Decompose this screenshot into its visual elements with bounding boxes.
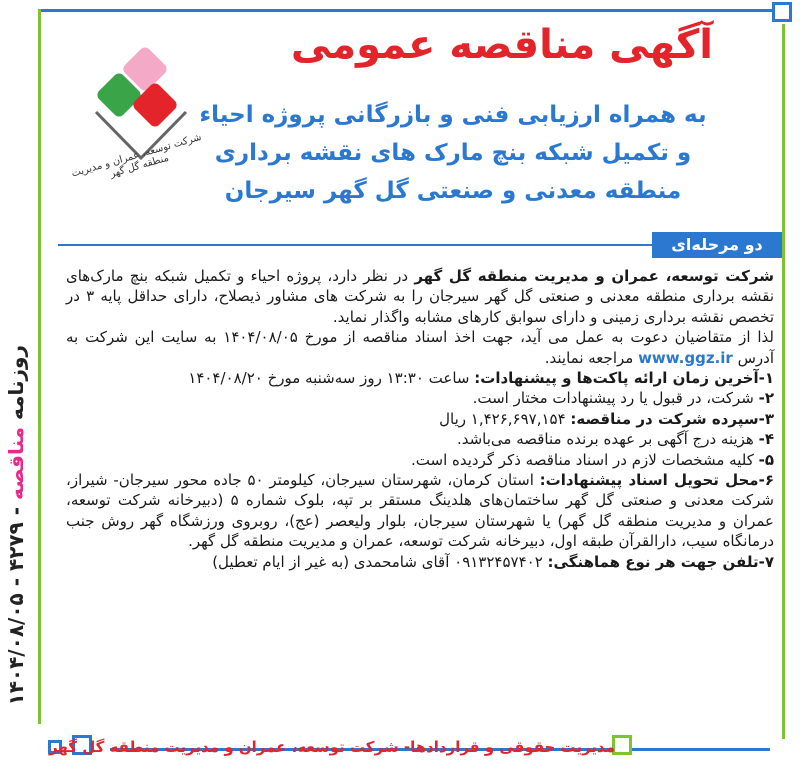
- website-link[interactable]: www.ggz.ir: [638, 348, 733, 367]
- item-text: هزینه درج آگهی بر عهده برنده مناقصه می‌باشد.: [456, 430, 759, 449]
- subtitle: [173, 96, 733, 210]
- footer-signature: مدیریت حقوقی و قراردادها- شرکت توسعه، عمران و مدیریت منطقه گل گهر: [49, 738, 615, 756]
- side-publication-label: [4, 345, 28, 745]
- side-brand-name: مناقصه: [4, 426, 28, 500]
- page-title: آگهی مناقصه عمومی: [290, 22, 713, 68]
- item-number: ۷-: [758, 552, 774, 571]
- list-item: [66, 552, 774, 572]
- intro-text-1: در نظر دارد، پروژه احیاء و تکمیل شبکه بنچ مارک‌های نقشه برداری منطقه معدنی و صنعتی گل گهر سیرجان را به شرکت های مشاور ذیصلاح، دارای حداقل پایه ۳ در تخصص نقشه برداری زمینی و دارای سوابق کارهای مشابه واگذار نماید.: [66, 267, 774, 326]
- item-label: محل تحویل اسناد پیشنهادات:: [539, 471, 759, 490]
- corner-square-bottom-right: [612, 735, 632, 755]
- item-text: استان کرمان، شهرستان سیرجان، کیلومتر ۵۰ جاده محور سیرجان- شیراز، شرکت معدنی و صنعتی گل گهر ساختمان‌های هلدینگ مستقر بر تپه، بلوک شماره ۵ (دبیرخانه شرکت توسعه، عمران و مدیریت منطقه گل گهر) یا شهرستان سیرجان، بلوار ولیعصر (عج)، روبروی ورزشگاه گهر روش جنب درمانگاه سیب، دارالقرآن طبقه اول، دبیرخانه شرکت توسعه، عمران و مدیریت منطقه گل گهر.: [66, 471, 774, 551]
- item-text: شرکت، در قبول یا رد پیشنهادات مختار است.: [472, 389, 759, 408]
- list-item: [66, 368, 774, 388]
- item-text: ساعت ۱۳:۳۰ روز سه‌شنبه مورخ ۱۴۰۴/۰۸/۲۰: [188, 369, 475, 388]
- list-item: [66, 409, 774, 429]
- subtitle-line-3: منطقه معدنی و صنعتی گل گهر سیرجان: [224, 178, 682, 204]
- stage-tag: دو مرحله‌ای: [652, 232, 782, 258]
- item-number: ۲-: [758, 389, 774, 408]
- frame-left-line: [38, 9, 41, 724]
- item-label: سپرده شرکت در مناقصه:: [570, 409, 759, 428]
- invite-paragraph: [66, 327, 774, 368]
- item-text: کلیه مشخصات لازم در اسناد مناقصه ذکر گردیده است.: [411, 450, 759, 469]
- side-paper-name: روزنامه: [4, 345, 28, 427]
- logo-caption: شرکت توسعه، عمران و مدیریت منطقه گل گهر: [70, 131, 203, 180]
- subtitle-line-2: و تکمیل شبکه بنچ مارک های نقشه برداری: [214, 140, 692, 166]
- list-item: [66, 429, 774, 449]
- notice-body: [66, 266, 774, 572]
- item-text: ۱,۴۲۶,۶۹۷,۱۵۴ ریال: [439, 409, 571, 428]
- stage-bar: [58, 232, 782, 258]
- item-number: ۵-: [758, 450, 774, 469]
- logo-red-square: [131, 81, 179, 129]
- item-number: ۴-: [758, 430, 774, 449]
- side-issue: - ۴۲۷۹ - ۱۴۰۴/۰۸/۰۵: [4, 499, 28, 706]
- intro-text-3: مراجعه نمایند.: [544, 348, 639, 367]
- list-item: [66, 388, 774, 408]
- corner-square-top-right: [772, 2, 792, 22]
- intro-text-2: لذا از متقاضیان دعوت به عمل می آید، جهت اخذ اسناد مناقصه از مورخ ۱۴۰۴/۰۸/۰۵ به سایت این شرکت به آدرس: [66, 328, 774, 367]
- item-number: ۳-: [758, 409, 774, 428]
- stage-divider: [58, 244, 658, 246]
- frame-top-line: [38, 9, 784, 12]
- item-number: ۱-: [758, 369, 774, 388]
- list-item: [66, 450, 774, 470]
- list-item: [66, 470, 774, 552]
- item-label: آخرین زمان ارائه پاکت‌ها و پیشنهادات:: [474, 369, 759, 388]
- subtitle-line-1: به همراه ارزیابی فنی و بازرگانی پروژه احیاء: [199, 102, 707, 128]
- item-label: تلفن جهت هر نوع هماهنگی:: [547, 552, 759, 571]
- frame-right-line: [782, 24, 785, 739]
- item-number: ۶-: [758, 471, 774, 490]
- intro-company: شرکت توسعه، عمران و مدیریت منطقه گل گهر: [414, 267, 774, 285]
- item-text: ۰۹۱۳۲۴۵۷۴۰۲ آقای شامحمدی (به غیر از ایام تعطیل): [212, 552, 548, 571]
- intro-paragraph: [66, 266, 774, 327]
